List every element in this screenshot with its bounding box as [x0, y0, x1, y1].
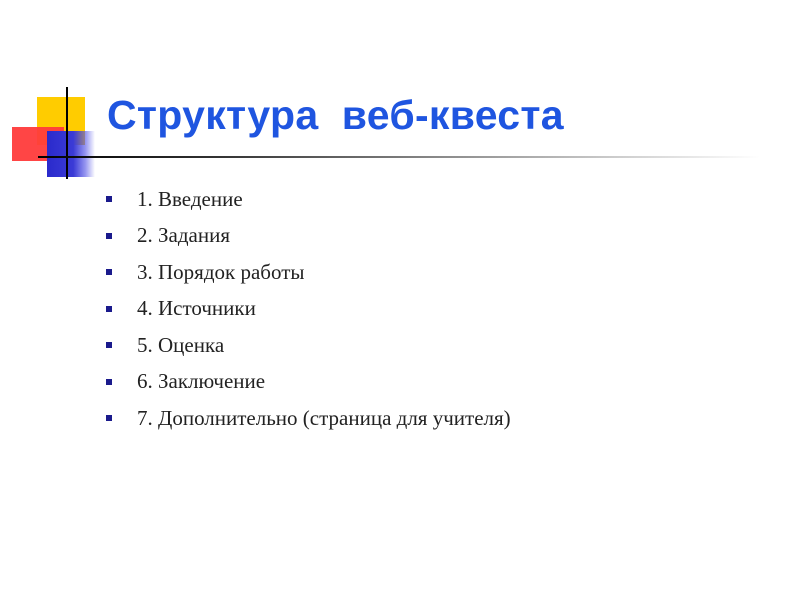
list-item-text: 1. Введение: [137, 186, 243, 211]
title-underline-rule: [38, 156, 760, 158]
list-item-text: 4. Источники: [137, 296, 256, 321]
list-item-text: 5. Оценка: [137, 332, 225, 357]
list-item-text: 2. Задания: [137, 223, 230, 248]
square-bullet-icon: [106, 342, 112, 348]
list-item-text: 3. Порядок работы: [137, 259, 305, 284]
list-item: [106, 327, 511, 364]
list-item-text: 6. Заключение: [137, 369, 266, 394]
list-item: [106, 181, 511, 218]
list-item: [106, 218, 511, 255]
square-bullet-icon: [106, 415, 112, 421]
square-bullet-icon: [106, 269, 112, 275]
square-bullet-icon: [106, 306, 112, 312]
square-bullet-icon: [106, 233, 112, 239]
list-item: [106, 291, 511, 328]
square-bullet-icon: [106, 196, 112, 202]
bullet-list: [106, 181, 511, 437]
list-item: [106, 254, 511, 291]
list-item-text: 7. Дополнительно (страница для учителя): [137, 405, 511, 430]
blue-square-decoration: [47, 131, 95, 177]
list-item: [106, 364, 511, 401]
vertical-rule: [66, 87, 68, 179]
slide-title: Структура веб-квеста: [107, 92, 564, 138]
list-item: [106, 400, 511, 437]
corner-logo-decoration: [0, 0, 120, 190]
square-bullet-icon: [106, 379, 112, 385]
